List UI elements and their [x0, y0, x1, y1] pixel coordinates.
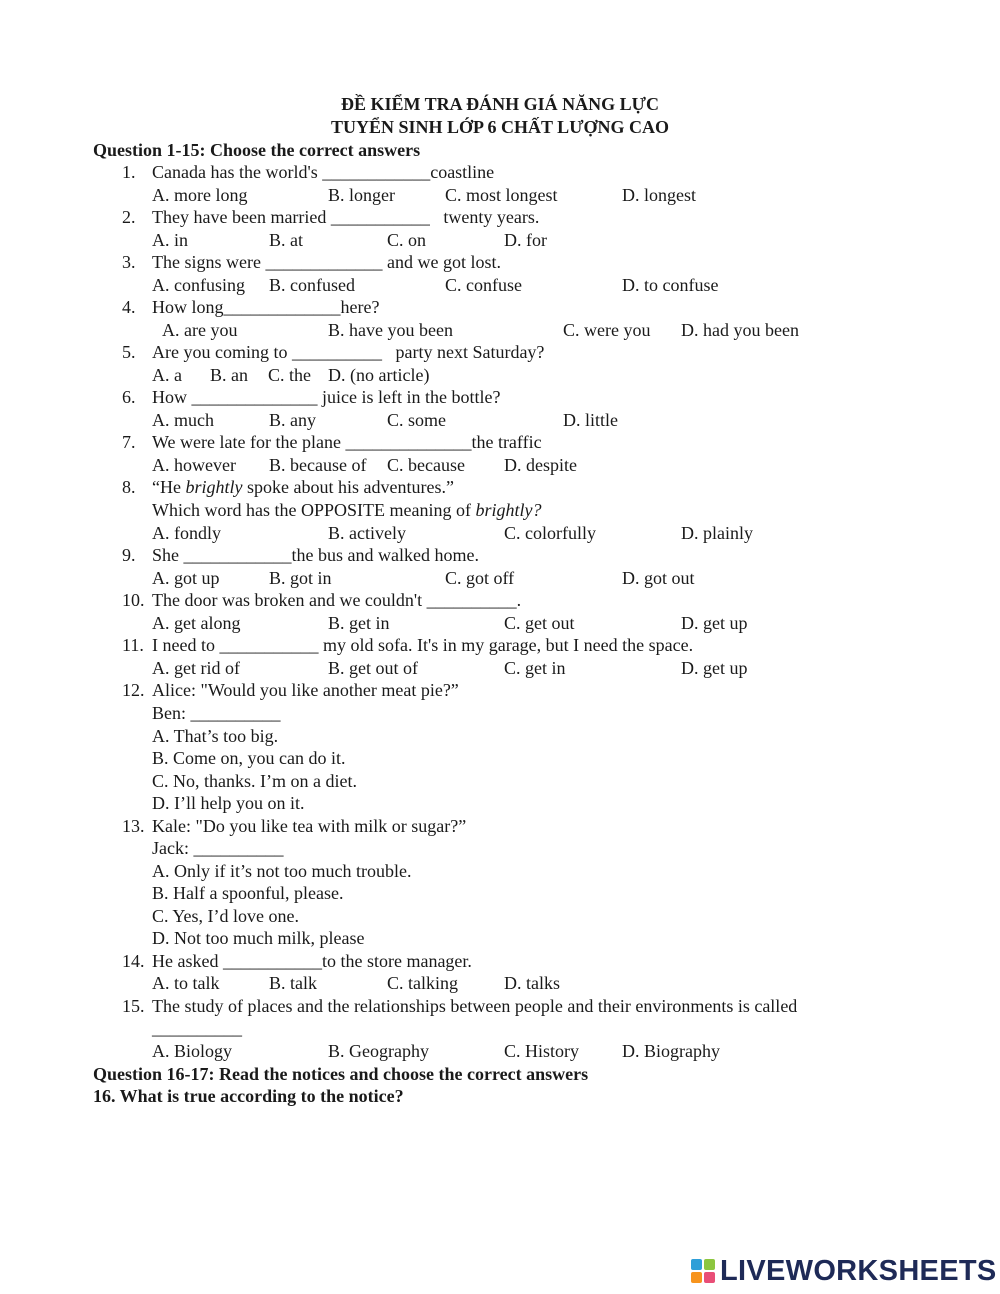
option-c[interactable]: C. the — [268, 365, 311, 385]
option-a[interactable]: A. more long — [152, 185, 248, 205]
question-number: 4. — [122, 297, 136, 317]
option-a[interactable]: A. confusing — [152, 275, 245, 295]
liveworksheets-logo-icon — [690, 1258, 716, 1284]
option-c[interactable]: C. get in — [504, 658, 566, 678]
option-a[interactable]: A. got up — [152, 568, 220, 588]
question-stem: The signs were _____________ and we got lost. — [152, 252, 501, 272]
question-number: 5. — [122, 342, 136, 362]
option-d[interactable]: D. Not too much milk, please — [152, 928, 365, 948]
option-d[interactable]: D. (no article) — [328, 365, 430, 385]
option-a[interactable]: A. That’s too big. — [152, 726, 279, 746]
option-d[interactable]: D. Biography — [622, 1041, 720, 1061]
question-stem: Alice: "Would you like another meat pie?” — [152, 680, 459, 700]
question-stem: They have been married ___________ twenty years. — [152, 207, 540, 227]
question-number: 3. — [122, 252, 136, 272]
prompt-italic-word: brightly? — [475, 500, 542, 520]
option-b[interactable]: B. have you been — [328, 320, 453, 340]
question-stem — [152, 476, 454, 498]
section-heading-16-17: Question 16-17: Read the notices and choose the correct answers — [93, 1064, 589, 1084]
question-stem: The door was broken and we couldn't __________. — [152, 590, 522, 610]
option-b[interactable]: B. Come on, you can do it. — [152, 748, 346, 768]
exam-title-line2: TUYỂN SINH LỚP 6 CHẤT LƯỢNG CAO — [330, 117, 670, 137]
option-c[interactable]: C. No, thanks. I’m on a diet. — [152, 771, 357, 791]
option-a[interactable]: A. Biology — [152, 1041, 233, 1061]
option-a[interactable]: A. get rid of — [152, 658, 240, 678]
option-a[interactable]: A. to talk — [152, 973, 220, 993]
question-number: 13. — [122, 816, 145, 836]
option-a[interactable]: A. much — [152, 410, 214, 430]
question-stem: How ______________ juice is left in the bottle? — [152, 387, 501, 407]
question-number: 8. — [122, 477, 136, 497]
option-a[interactable]: A. a — [152, 365, 182, 385]
option-b[interactable]: B. any — [269, 410, 316, 430]
option-d[interactable]: D. longest — [622, 185, 696, 205]
option-b[interactable]: B. get out of — [328, 658, 418, 678]
option-c[interactable]: C. got off — [445, 568, 515, 588]
option-b[interactable]: B. because of — [269, 455, 367, 475]
response-prompt: Jack: __________ — [152, 838, 284, 858]
question-stem: Canada has the world's ____________coastline — [152, 162, 495, 182]
question-number: 1. — [122, 162, 136, 182]
question-stem: I need to ___________ my old sofa. It's in my garage, but I need the space. — [152, 635, 694, 655]
option-d[interactable]: D. plainly — [681, 523, 753, 543]
stem-text: spoke about his adventures.” — [242, 477, 454, 497]
option-d[interactable]: D. I’ll help you on it. — [152, 793, 305, 813]
question-number: 11. — [122, 635, 144, 655]
question-number: 2. — [122, 207, 136, 227]
option-a[interactable]: A. fondly — [152, 523, 221, 543]
question-stem: We were late for the plane ______________the traffic — [152, 432, 542, 452]
question-stem: Kale: "Do you like tea with milk or sugar?” — [152, 816, 467, 836]
question-prompt — [152, 499, 541, 521]
question-number: 6. — [122, 387, 136, 407]
question-number: 7. — [122, 432, 136, 452]
option-a[interactable]: A. however — [152, 455, 236, 475]
option-a[interactable]: A. Only if it’s not too much trouble. — [152, 861, 412, 881]
option-c[interactable]: C. some — [387, 410, 447, 430]
stem-text: “He — [152, 477, 186, 497]
option-a[interactable]: A. are you — [162, 320, 238, 340]
option-b[interactable]: B. an — [210, 365, 248, 385]
option-a[interactable]: A. in — [152, 230, 188, 250]
prompt-text: Which word has the OPPOSITE meaning of — [152, 500, 476, 520]
question-number: 15. — [122, 996, 145, 1016]
option-b[interactable]: B. longer — [328, 185, 395, 205]
question-number: 10. — [122, 590, 145, 610]
option-d[interactable]: D. for — [504, 230, 547, 250]
option-b[interactable]: B. Geography — [328, 1041, 429, 1061]
option-d[interactable]: D. get up — [681, 658, 748, 678]
question-stem: He asked ___________to the store manager. — [152, 951, 472, 971]
option-c[interactable]: C. because — [387, 455, 465, 475]
option-c[interactable]: C. History — [504, 1041, 580, 1061]
option-b[interactable]: B. at — [269, 230, 303, 250]
section-heading-1-15: Question 1-15: Choose the correct answers — [93, 140, 421, 160]
option-c[interactable]: C. most longest — [445, 185, 558, 205]
stem-italic-word: brightly — [185, 477, 243, 497]
question-number: 9. — [122, 545, 136, 565]
option-c[interactable]: C. get out — [504, 613, 575, 633]
response-prompt: Ben: __________ — [152, 703, 281, 723]
option-a[interactable]: A. get along — [152, 613, 241, 633]
answer-blank: __________ — [152, 1018, 242, 1038]
option-d[interactable]: D. to confuse — [622, 275, 719, 295]
option-c[interactable]: C. confuse — [445, 275, 522, 295]
option-b[interactable]: B. confused — [269, 275, 355, 295]
question-stem: The study of places and the relationships between people and their environments is called — [152, 996, 798, 1016]
question-stem: Are you coming to __________ party next Saturday? — [152, 342, 545, 362]
option-d[interactable]: D. despite — [504, 455, 577, 475]
option-d[interactable]: D. little — [563, 410, 618, 430]
option-b[interactable]: B. Half a spoonful, please. — [152, 883, 344, 903]
option-d[interactable]: D. got out — [622, 568, 695, 588]
option-d[interactable]: D. get up — [681, 613, 748, 633]
option-c[interactable]: C. Yes, I’d love one. — [152, 906, 299, 926]
exam-title-line1: ĐỀ KIỂM TRA ĐÁNH GIÁ NĂNG LỰC — [340, 94, 660, 114]
option-b[interactable]: B. get in — [328, 613, 390, 633]
option-c[interactable]: C. on — [387, 230, 427, 250]
question-16-heading: 16. What is true according to the notice? — [93, 1086, 404, 1106]
question-number: 12. — [122, 680, 145, 700]
option-d[interactable]: D. had you been — [681, 320, 799, 340]
option-d[interactable]: D. talks — [504, 973, 560, 993]
question-stem: How long_____________here? — [152, 297, 380, 317]
option-c[interactable]: C. talking — [387, 973, 458, 993]
liveworksheets-logo — [690, 1254, 997, 1288]
question-number: 14. — [122, 951, 145, 971]
option-b[interactable]: B. got in — [269, 568, 332, 588]
liveworksheets-logo-text: LIVEWORKSHEETS — [720, 1254, 997, 1287]
option-c[interactable]: C. were you — [563, 320, 651, 340]
question-stem: She ____________the bus and walked home. — [152, 545, 479, 565]
option-c[interactable]: C. colorfully — [504, 523, 596, 543]
option-b[interactable]: B. talk — [269, 973, 317, 993]
option-b[interactable]: B. actively — [328, 523, 406, 543]
